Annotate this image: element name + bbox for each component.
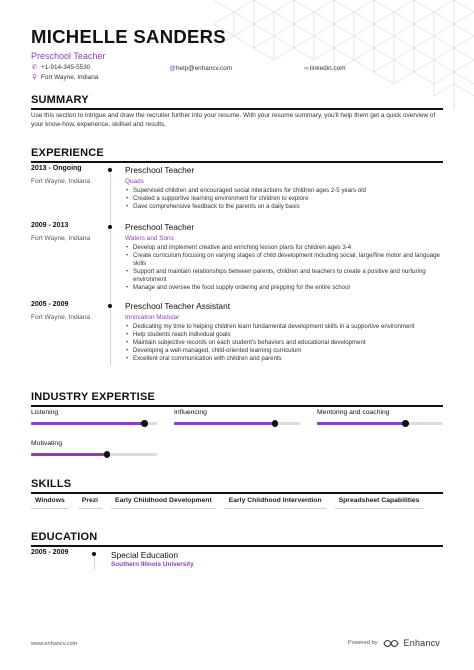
education-degree: Special Education xyxy=(111,550,179,560)
phone-text: +1-914-345-5530 xyxy=(41,64,91,71)
linkedin-contact[interactable] xyxy=(303,65,346,72)
location-row xyxy=(31,74,451,81)
job-company: Waters and Sons xyxy=(125,235,174,242)
linkedin-text[interactable]: linkedin.com xyxy=(310,65,346,72)
job-bullet: • Create curriculum focusing on varying stages of child development including social, large/fine motor and language skills xyxy=(125,252,450,268)
resume-header xyxy=(31,26,451,81)
education-date: 2005 - 2009 xyxy=(31,549,69,556)
job-bullet: • Support and maintain relationships between parents, children and teachers to create a positive and nurturing environment xyxy=(125,268,450,284)
skill-tag: Early Childhood Development xyxy=(111,497,216,509)
summary-divider xyxy=(31,108,443,110)
expertise-bar xyxy=(31,422,157,425)
skill-tag: Early Childhood Intervention xyxy=(225,497,326,509)
location-text: Fort Wayne, Indiana xyxy=(41,74,99,81)
expertise-divider xyxy=(31,405,443,407)
job-company: Quads xyxy=(125,178,144,185)
job-role: Preschool Teacher xyxy=(125,165,195,175)
summary-text: Use this section to intrigue and draw the recruiter further into your resume. With your resume summary, you'll help them get a quick overview of your know-how, experience, skillset and results. xyxy=(31,112,436,128)
job-2-details xyxy=(125,222,450,292)
job-bullet: • Dedicating my time to helping children learn fundamental development skills in a supportive environment xyxy=(125,323,450,331)
expertise-bar-knob xyxy=(141,420,148,427)
contact-row xyxy=(31,64,451,71)
expertise-bar-knob xyxy=(402,420,409,427)
job-date: 2005 - 2009 xyxy=(31,301,69,308)
job-2-meta xyxy=(31,222,119,242)
experience-timeline xyxy=(110,166,111,366)
job-date: 2009 - 2013 xyxy=(31,222,69,229)
education-timeline xyxy=(94,556,95,570)
expertise-label: Motivating xyxy=(31,440,62,447)
job-bullet: • Developing a well-managed, child-oriented learning curriculum xyxy=(125,347,450,355)
job-bullets xyxy=(125,323,450,363)
education-divider xyxy=(31,545,443,547)
skills-divider xyxy=(31,492,443,494)
expertise-label: Influencing xyxy=(174,409,207,416)
job-bullet: • Supervised children and encouraged social interactions for children ages 2-5 years old xyxy=(125,187,450,195)
job-bullets xyxy=(125,244,450,292)
expertise-bar-knob xyxy=(104,451,111,458)
footer-branding xyxy=(348,638,440,648)
candidate-title: Preschool Teacher xyxy=(31,51,106,61)
phone-icon: ✆ xyxy=(31,64,38,71)
experience-divider xyxy=(31,161,443,163)
job-location: Fort Wayne, Indiana xyxy=(31,235,91,242)
timeline-dot xyxy=(108,304,112,308)
powered-by-text: Powered by xyxy=(348,640,378,646)
phone-contact xyxy=(31,64,90,71)
job-bullet: • Created a supportive learning environment for children to explore xyxy=(125,195,450,203)
expertise-label: Mentoring and coaching xyxy=(317,409,390,416)
enhancv-logo-icon xyxy=(383,639,399,648)
skill-tag: Prezi xyxy=(78,497,102,509)
email-contact[interactable] xyxy=(169,65,232,72)
expertise-bar-fill xyxy=(174,422,275,425)
skills-heading: SKILLS xyxy=(31,478,72,490)
footer-website[interactable]: www.enhancv.com xyxy=(31,641,78,647)
job-role: Preschool Teacher Assistant xyxy=(125,301,231,311)
education-heading: EDUCATION xyxy=(31,531,98,543)
brand-name: Enhancv xyxy=(403,638,440,648)
job-location: Fort Wayne, Indiana xyxy=(31,314,91,321)
skill-tag: Windows xyxy=(31,497,69,509)
email-text[interactable]: help@enhancv.com xyxy=(176,65,233,72)
candidate-name: MICHELLE SANDERS xyxy=(31,26,226,47)
expertise-bar-knob xyxy=(272,420,279,427)
job-bullet: • Develop and implement creative and enriching lesson plans for children ages 3-4 xyxy=(125,244,450,252)
job-3-meta xyxy=(31,301,119,321)
job-bullet: • Help students reach individual goals xyxy=(125,331,450,339)
job-1-details xyxy=(125,165,450,211)
expertise-bar xyxy=(317,422,443,425)
expertise-label: Listening xyxy=(31,409,59,416)
summary-heading: SUMMARY xyxy=(31,94,89,106)
timeline-dot xyxy=(108,168,112,172)
job-3-details xyxy=(125,301,450,363)
expertise-bar-fill xyxy=(31,453,107,456)
job-bullet: • Excellent oral communication with children and parents xyxy=(125,355,450,363)
expertise-bar xyxy=(31,453,157,456)
job-location: Fort Wayne, Indiana xyxy=(31,178,91,185)
expertise-bar-fill xyxy=(31,422,144,425)
location-contact xyxy=(31,74,98,81)
link-icon: ∞ xyxy=(304,65,309,72)
job-bullet: • Gave comprehensive feedback to the parents on a daily basis xyxy=(125,203,450,211)
expertise-bar-fill xyxy=(317,422,405,425)
job-1-meta xyxy=(31,165,119,185)
job-role: Preschool Teacher xyxy=(125,222,195,232)
skill-tag: Spreadsheet Capabilities xyxy=(335,497,424,509)
job-bullet: • Maintain subjective records on each student's behaviors and educational development xyxy=(125,339,450,347)
location-pin-icon: ⚲ xyxy=(32,74,37,81)
at-icon: @ xyxy=(169,65,176,72)
experience-heading: EXPERIENCE xyxy=(31,147,104,159)
job-bullet: • Manage and oversee the food supply ordering and prepping for the entire school xyxy=(125,284,450,292)
job-company: Innovation Modular xyxy=(125,314,180,321)
expertise-bar xyxy=(174,422,300,425)
timeline-dot xyxy=(108,225,112,229)
education-school: Southern Illinois University xyxy=(111,561,194,568)
expertise-heading: INDUSTRY EXPERTISE xyxy=(31,391,156,403)
skill-tags xyxy=(31,497,432,509)
job-bullets xyxy=(125,187,450,211)
job-date: 2013 - Ongoing xyxy=(31,165,82,172)
